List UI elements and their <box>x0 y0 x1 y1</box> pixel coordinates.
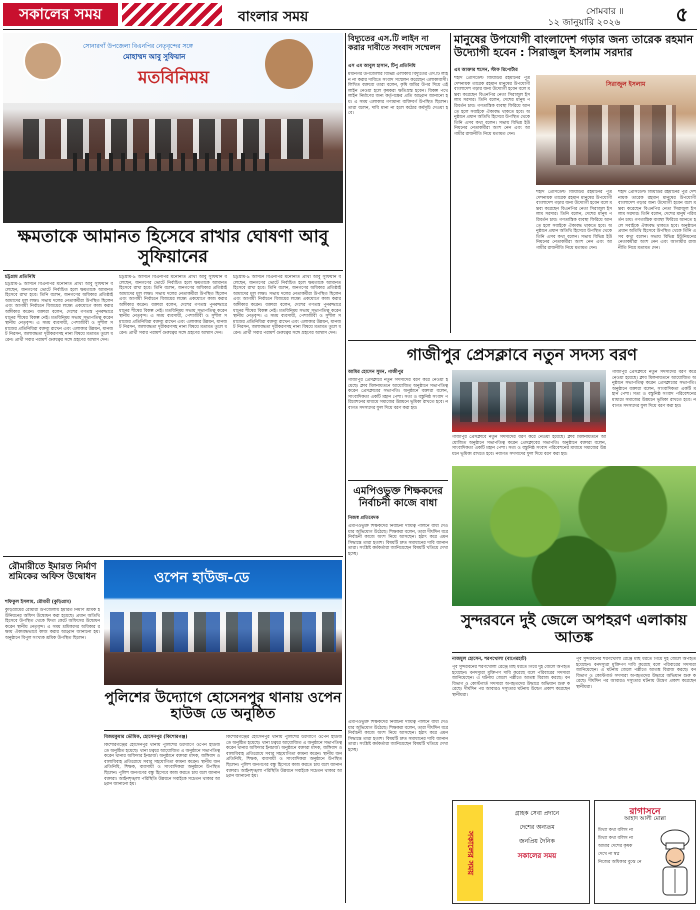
press-body-col3: গাজীপুর প্রেসক্লাবে নতুন সদস্যদের বরণ করে নেওয়া হয়েছে। ক্লাব মিলনায়তনে আয়োজিত অনুষ্ঠানে সভাপতিত্ব করেন প্রেসক্লাবের সভাপতি। অনুষ্ঠানে বক্তারা বলেন, সাংবাদিকতা একটি মহান পেশা। সত্য ও বস্তুনিষ্ঠ সংবাদ পরিবেশনের মাধ্যমে সমাজের উন্নয়নে ভূমিকা রাখতে হবে। নবাগত সদস্যদের ফুল দিয়ে বরণ করা হয়। <box>612 370 696 409</box>
electricity-body: মধ্যনগর উপজেলার বিভিন্ন এলাকায় বিদ্যুতের এস.টি লাইন না করার দাবিতে সংবাদ সম্মেলন করেছেন এলাকাবাসী। লিখিত বক্তব্যে তারা বলেন, কৃষি জমির উপর দিয়ে এই লাইন নেওয়া হলে কৃষকরা ক্ষতিগ্রস্ত হবেন। বিকল্প পথে লাইন নির্মাণের জন্য কর্তৃপক্ষের প্রতি আহ্বান জানানো হয়। এ সময় এলাকার গণ্যমান্য ব্যক্তিবর্গ উপস্থিত ছিলেন। তারা বলেন, দাবি মানা না হলে কঠোর কর্মসূচি দেওয়া হবে। <box>348 72 448 117</box>
ad2-line-4: দেখে না স্বপ্ন <box>598 852 620 857</box>
sufian-banner-title: মতবিনিময় <box>138 68 209 88</box>
tarek-body-col3: শহীদ প্রেসিডেন্ট জিয়াউর রহমানের পুত্র দেশনায়ক তারেক রহমান মানুষের উপযোগী বাংলাদেশ গড়ার জন্য উদ্যোগী হবেন বলে মন্তব্য করেছেন বিএনপির নেতা সিরাজুল ইসলাম সরদার। তিনি বলেন, দেশের মানুষ পরিবর্তন চায়। গণতান্ত্রিক ব্যবস্থা ফিরিয়ে আনতে হলে সবাইকে ঐক্যবদ্ধ থাকতে হবে। অনুষ্ঠানে প্রধান অতিথি হিসেবে উপস্থিত থেকে তিনি এসব কথা বলেন। সভায় বিভিন্ন ইউনিয়নের নেতাকর্মীরা অংশ নেন এবং আগামীর রাজনীতি নিয়ে মতামত দেন। <box>618 190 696 251</box>
electricity-byline: এস এম আবুল হাসান, টিপু প্রতিনিধি <box>348 64 416 69</box>
sufian-headline: ক্ষমতাকে আমানত হিসেবে রাখার ঘোষণা আবু সুফিয়ানের <box>17 227 329 267</box>
electricity-headline: বিদ্যুতের এস.টি লাইন না করার দাবীতে সংবাদ সম্মেলন <box>348 34 441 53</box>
ad2-title: রাগাসনে <box>629 807 661 817</box>
press-photo-text: গাজীপুর প্রেসক্লাবে নতুন সদস্যদের বরণ করে নেওয়া হয়েছে। ক্লাব মিলনায়তনে আয়োজিত অনুষ্ঠানে সভাপতিত্ব করেন প্রেসক্লাবের সভাপতি। অনুষ্ঠানে বক্তারা বলেন, সাংবাদিকতা একটি মহান পেশা। সত্য ও বস্তুনিষ্ঠ সংবাদ পরিবেশনের মাধ্যমে সমাজের উন্নয়নে ভূমিকা রাখতে হবে। নবাগত সদস্যদের ফুল দিয়ে বরণ করা হয়। <box>452 435 606 457</box>
ad1-line-4: সকালের সময় <box>517 852 557 860</box>
ad1-line-2: দেশের অন্যতম <box>519 824 555 831</box>
openhouse-people <box>110 612 336 652</box>
sufian-photo <box>3 33 343 223</box>
divider <box>3 556 343 557</box>
divider <box>104 730 342 731</box>
portrait-right <box>265 39 313 89</box>
divider <box>348 340 696 341</box>
press-table <box>3 171 343 223</box>
tarek-headline: মানুষের উপযোগী বাংলাদেশ গড়ার জন্য তারেক রহমান উদ্যোগী হবেন : সিরাজুল ইসলাম সরদার <box>454 33 694 59</box>
sufian-byline: চট্টগ্রাম প্রতিনিধি <box>5 275 36 280</box>
ad2-line-1: মিথ্যা কথা বলিস না <box>598 828 634 833</box>
ad2-name: আহাদ আলী মোল্লা <box>624 816 666 822</box>
ad1-line-1: গ্রাহক সেবা প্রদানে <box>514 810 560 817</box>
openhouse-banner: ওপেন হাউজ-ডে <box>154 570 250 586</box>
rowmari-body: কুড়িগ্রামের রৌমারী উপজেলায় ইমারত নির্মাণ শ্রমিক ইউনিয়নের অফিস উদ্বোধন করা হয়েছে। প্রধান অতিথি হিসেবে উপস্থিত থেকে ফিতা কেটে অফিসের উদ্বোধন করেন স্থানীয় নেতৃবৃন্দ। এ সময় শ্রমিকদের অধিকার রক্ষায় ঐক্যবদ্ধভাবে কাজ করার আহ্বান জানানো হয়। অনুষ্ঠানে বিপুল সংখ্যক শ্রমিক উপস্থিত ছিলেন। <box>5 608 100 641</box>
masthead-section: বাংলার সময় <box>238 9 309 25</box>
mpo-body: এমপিওভুক্ত শিক্ষকদের নির্বাচনী দায়িত্ব পালনে বাধা দেওয়ার অভিযোগ উঠেছে। শিক্ষকরা বলেন, তারা দীর্ঘদিন ধরে নির্বাচনী কাজে অংশ নিয়ে আসছেন। হঠাৎ করে এমন সিদ্ধান্তে তারা হতাশ। বিষয়টি দ্রুত সমাধানের দাবি জানান তারা। সংশ্লিষ্ট কর্মকর্তারা জানিয়েছেন বিষয়টি খতিয়ে দেখা হচ্ছে। <box>348 524 448 557</box>
chef-icon <box>657 829 693 899</box>
masthead <box>0 0 700 30</box>
tarek-body-col2: শহীদ প্রেসিডেন্ট জিয়াউর রহমানের পুত্র দেশনায়ক তারেক রহমান মানুষের উপযোগী বাংলাদেশ গড়ার জন্য উদ্যোগী হবেন বলে মন্তব্য করেছেন বিএনপির নেতা সিরাজুল ইসলাম সরদার। তিনি বলেন, দেশের মানুষ পরিবর্তন চায়। গণতান্ত্রিক ব্যবস্থা ফিরিয়ে আনতে হলে সবাইকে ঐক্যবদ্ধ থাকতে হবে। অনুষ্ঠানে প্রধান অতিথি হিসেবে উপস্থিত থেকে তিনি এসব কথা বলেন। সভায় বিভিন্ন ইউনিয়নের নেতাকর্মীরা অংশ নেন এবং আগামীর রাজনীতি নিয়ে মতামত দেন। <box>536 190 612 251</box>
mpo-body-col2: এমপিওভুক্ত শিক্ষকদের নির্বাচনী দায়িত্ব পালনে বাধা দেওয়ার অভিযোগ উঠেছে। শিক্ষকরা বলেন, তারা দীর্ঘদিন ধরে নির্বাচনী কাজে অংশ নিয়ে আসছেন। হঠাৎ করে এমন সিদ্ধান্তে তারা হতাশ। বিষয়টি দ্রুত সমাধানের দাবি জানান তারা। সংশ্লিষ্ট কর্মকর্তারা জানিয়েছেন বিষয়টি খতিয়ে দেখা হচ্ছে। <box>348 720 448 753</box>
rowmari-headline: রৌমারীতে ইমারত নির্মাণ শ্রমিকের অফিস উদ্বোধন <box>8 562 97 583</box>
openhouse-body-col2: কিশোরগঞ্জের হোসেনপুর থানায় পুলিশের উদ্যোগে ওপেন হাউজ ডে অনুষ্ঠিত হয়েছে। থানা চত্বরে আয়োজিত এ অনুষ্ঠানে সভাপতিত্ব করেন থানার অফিসার ইনচার্জ। অনুষ্ঠানে বক্তারা মাদক, জঙ্গিবাদ ও বাল্যবিবাহ প্রতিরোধে সবার সহযোগিতা কামনা করেন। স্থানীয় জনপ্রতিনিধি, শিক্ষক, ব্যবসায়ী ও সাংবাদিকরা অনুষ্ঠানে উপস্থিত ছিলেন। পুলিশ জনগণের বন্ধু হিসেবে কাজ করতে চায় বলে জানান বক্তারা। আইনশৃঙ্খলা পরিস্থিতি উন্নয়নে সবাইকে সচেতন থাকার আহ্বান জানানো হয়। <box>226 735 342 780</box>
sufian-body: চট্টগ্রাম-৯ আসনে বিএনপির মনোনীত প্রার্থী আবু সুফিয়ান বলেছেন, জনগণের ভোটে নির্বাচিত হলে ক্ষমতাকে আমানত হিসেবে রাখা হবে। তিনি বলেন, জনগণের অধিকার প্রতিষ্ঠাই আমাদের মূল লক্ষ্য। সভায় দলের নেতাকর্মীরা উপস্থিত ছিলেন এবং আগামী নির্বাচনে বিজয়ের লক্ষ্যে একযোগে কাজ করার অঙ্গীকার করেন। বক্তারা বলেন, দেশের গণতন্ত্র পুনরুদ্ধারে ধানের শীষের বিকল্প নেই। মতবিনিময় সভায় সভাপতিত্ব করেন স্থানীয় নেতৃবৃন্দ। এ সময় ব্যবসায়ী, পেশাজীবী ও সুশীল সমাজের প্রতিনিধিরা বক্তব্য রাখেন এবং এলাকার উন্নয়ন, যানজট নিরসন, জলাবদ্ধতা দূরীকরণসহ নানা বিষয়ে মতামত তুলে ধরেন। প্রার্থী সবার পরামর্শ গুরুত্বের সঙ্গে গ্রহণের আশ্বাস দেন। <box>5 282 113 343</box>
ad1-line-3: জনপ্রিয় দৈনিক <box>519 838 555 845</box>
sundarban-headline: সুন্দরবনে দুই জেলে অপহরণ এলাকায় আতঙ্ক <box>461 611 687 647</box>
sufian-banner-name: মোহাম্মদ আবু সুফিয়ান <box>123 53 186 61</box>
column-divider <box>450 33 451 333</box>
divider <box>452 652 696 653</box>
press-headline: গাজীপুর প্রেসক্লাবে নতুন সদস্য বরণ <box>406 345 638 364</box>
masthead-date: ১২ জানুয়ারি ২০২৬ <box>548 18 621 28</box>
sufian-body-col2: চট্টগ্রাম-৯ আসনে বিএনপির মনোনীত প্রার্থী আবু সুফিয়ান বলেছেন, জনগণের ভোটে নির্বাচিত হলে ক্ষমতাকে আমানত হিসেবে রাখা হবে। তিনি বলেন, জনগণের অধিকার প্রতিষ্ঠাই আমাদের মূল লক্ষ্য। সভায় দলের নেতাকর্মীরা উপস্থিত ছিলেন এবং আগামী নির্বাচনে বিজয়ের লক্ষ্যে একযোগে কাজ করার অঙ্গীকার করেন। বক্তারা বলেন, দেশের গণতন্ত্র পুনরুদ্ধারে ধানের শীষের বিকল্প নেই। মতবিনিময় সভায় সভাপতিত্ব করেন স্থানীয় নেতৃবৃন্দ। এ সময় ব্যবসায়ী, পেশাজীবী ও সুশীল সমাজের প্রতিনিধিরা বক্তব্য রাখেন এবং এলাকার উন্নয়ন, যানজট নিরসন, জলাবদ্ধতা দূরীকরণসহ নানা বিষয়ে মতামত তুলে ধরেন। প্রার্থী সবার পরামর্শ গুরুত্বের সঙ্গে গ্রহণের আশ্বাস দেন। <box>119 275 227 336</box>
openhouse-headline: পুলিশের উদ্যোগে হোসেনপুর থানায় ওপেন হাউজ ডে অনুষ্ঠিত <box>104 690 342 723</box>
sundarban-body: পূর্ব সুন্দরবনের শরণখোলা রেঞ্জে মাছ ধরতে গিয়ে দুই জেলে অপহৃত হয়েছেন। বনদস্যুরা মুক্তিপণ দাবি করেছে বলে পরিবারের সদস্যরা জানিয়েছেন। এ ঘটনায় জেলে পল্লীতে আতঙ্ক বিরাজ করছে। বন বিভাগ ও কোস্টগার্ড সদস্যরা অপহৃতদের উদ্ধারে অভিযান শুরু করেছে। দীর্ঘদিন পর আবারও দস্যুতার ঘটনায় উদ্বেগ প্রকাশ করেছেন স্থানীয়রা। <box>452 665 570 698</box>
portrait-left <box>23 41 63 81</box>
masthead-stripes <box>122 3 222 26</box>
sundarban-body-col2: পূর্ব সুন্দরবনের শরণখোলা রেঞ্জে মাছ ধরতে গিয়ে দুই জেলে অপহৃত হয়েছেন। বনদস্যুরা মুক্তিপণ দাবি করেছে বলে পরিবারের সদস্যরা জানিয়েছেন। এ ঘটনায় জেলে পল্লীতে আতঙ্ক বিরাজ করছে। বন বিভাগ ও কোস্টগার্ড সদস্যরা অপহৃতদের উদ্ধারে অভিযান শুরু করেছে। দীর্ঘদিন পর আবারও দস্যুতার ঘটনায় উদ্বেগ প্রকাশ করেছেন স্থানীয়রা। <box>576 657 696 690</box>
press-byline: আমির হোসেন সুমন, গাজীপুর <box>348 370 404 375</box>
tarek-body: শহীদ প্রেসিডেন্ট জিয়াউর রহমানের পুত্র দেশনায়ক তারেক রহমান মানুষের উপযোগী বাংলাদেশ গড়ার জন্য উদ্যোগী হবেন বলে মন্তব্য করেছেন বিএনপির নেতা সিরাজুল ইসলাম সরদার। তিনি বলেন, দেশের মানুষ পরিবর্তন চায়। গণতান্ত্রিক ব্যবস্থা ফিরিয়ে আনতে হলে সবাইকে ঐক্যবদ্ধ থাকতে হবে। অনুষ্ঠানে প্রধান অতিথি হিসেবে উপস্থিত থেকে তিনি এসব কথা বলেন। সভায় বিভিন্ন ইউনিয়নের নেতাকর্মীরা অংশ নেন এবং আগামীর রাজনীতি নিয়ে মতামত দেন। <box>454 76 530 137</box>
sufian-banner-sub: সোনারগাঁ উপজেলা বিএনপির নেতৃবৃন্দের সঙ্গে <box>83 43 193 50</box>
ad1-logo: সকালের সময় <box>457 805 483 901</box>
masthead-day: সোমবার ॥ <box>586 7 624 17</box>
microphones <box>73 153 273 173</box>
sundarban-photo <box>452 466 696 606</box>
ad-ragasone <box>594 800 696 904</box>
column-divider <box>345 33 346 903</box>
tarek-byline: এম আক্তার হুসেন, স্টাফ রিপোর্টার <box>454 68 518 73</box>
masthead-page-number: ৫ <box>675 2 689 26</box>
tarek-photo-figure <box>556 105 676 165</box>
tarek-photo-caption: সিরাজুল ইসলাম <box>606 81 646 88</box>
openhouse-photo <box>104 560 342 685</box>
masthead-rule <box>3 29 697 30</box>
ad2-line-2: মিথ্যা কথা বলিস না <box>598 836 634 841</box>
sundarban-byline: নাজমুল হোসেন, শরণখোলা (বাগেরহাট) <box>452 657 527 662</box>
sufian-body-col3: চট্টগ্রাম-৯ আসনে বিএনপির মনোনীত প্রার্থী আবু সুফিয়ান বলেছেন, জনগণের ভোটে নির্বাচিত হলে ক্ষমতাকে আমানত হিসেবে রাখা হবে। তিনি বলেন, জনগণের অধিকার প্রতিষ্ঠাই আমাদের মূল লক্ষ্য। সভায় দলের নেতাকর্মীরা উপস্থিত ছিলেন এবং আগামী নির্বাচনে বিজয়ের লক্ষ্যে একযোগে কাজ করার অঙ্গীকার করেন। বক্তারা বলেন, দেশের গণতন্ত্র পুনরুদ্ধারে ধানের শীষের বিকল্প নেই। মতবিনিময় সভায় সভাপতিত্ব করেন স্থানীয় নেতৃবৃন্দ। এ সময় ব্যবসায়ী, পেশাজীবী ও সুশীল সমাজের প্রতিনিধিরা বক্তব্য রাখেন এবং এলাকার উন্নয়ন, যানজট নিরসন, জলাবদ্ধতা দূরীকরণসহ নানা বিষয়ে মতামত তুলে ধরেন। প্রার্থী সবার পরামর্শ গুরুত্বের সঙ্গে গ্রহণের আশ্বাস দেন। <box>233 275 341 336</box>
ad2-line-5: নিজের অধিকার বুঝে নে <box>598 860 642 865</box>
rowmari-byline: শফিকুল ইসলাম, রৌমারী (কুড়িগ্রাম) <box>5 600 72 605</box>
divider <box>348 480 448 481</box>
press-body: গাজীপুর প্রেসক্লাবে নতুন সদস্যদের বরণ করে নেওয়া হয়েছে। ক্লাব মিলনায়তনে আয়োজিত অনুষ্ঠানে সভাপতিত্ব করেন প্রেসক্লাবের সভাপতি। অনুষ্ঠানে বক্তারা বলেন, সাংবাদিকতা একটি মহান পেশা। সত্য ও বস্তুনিষ্ঠ সংবাদ পরিবেশনের মাধ্যমে সমাজের উন্নয়নে ভূমিকা রাখতে হবে। নবাগত সদস্যদের ফুল দিয়ে বরণ করা হয়। <box>348 378 448 411</box>
ad-sokaler-somoy <box>452 800 590 904</box>
masthead-logo: সকালের সময় <box>3 3 118 26</box>
press-photo <box>452 370 606 432</box>
divider <box>3 270 343 271</box>
ad2-line-3: আমার দেশের কৃষক <box>598 844 633 849</box>
press-photo-people <box>460 382 600 422</box>
tarek-photo <box>536 75 696 185</box>
openhouse-body: কিশোরগঞ্জের হোসেনপুর থানায় পুলিশের উদ্যোগে ওপেন হাউজ ডে অনুষ্ঠিত হয়েছে। থানা চত্বরে আয়োজিত এ অনুষ্ঠানে সভাপতিত্ব করেন থানার অফিসার ইনচার্জ। অনুষ্ঠানে বক্তারা মাদক, জঙ্গিবাদ ও বাল্যবিবাহ প্রতিরোধে সবার সহযোগিতা কামনা করেন। স্থানীয় জনপ্রতিনিধি, শিক্ষক, ব্যবসায়ী ও সাংবাদিকরা অনুষ্ঠানে উপস্থিত ছিলেন। পুলিশ জনগণের বন্ধু হিসেবে কাজ করতে চায় বলে জানান বক্তারা। আইনশৃঙ্খলা পরিস্থিতি উন্নয়নে সবাইকে সচেতন থাকার আহ্বান জানানো হয়। <box>104 743 220 788</box>
mpo-headline: এমপিওভুক্ত শিক্ষকদের নির্বাচনী কাজে বাধা <box>353 486 443 509</box>
mpo-byline: নিজস্ব প্রতিবেদক <box>348 516 379 521</box>
openhouse-byline: বিজয়কুমার ভৌমিক, হোসেনপুর (কিশোরগঞ্জ) <box>104 735 188 740</box>
